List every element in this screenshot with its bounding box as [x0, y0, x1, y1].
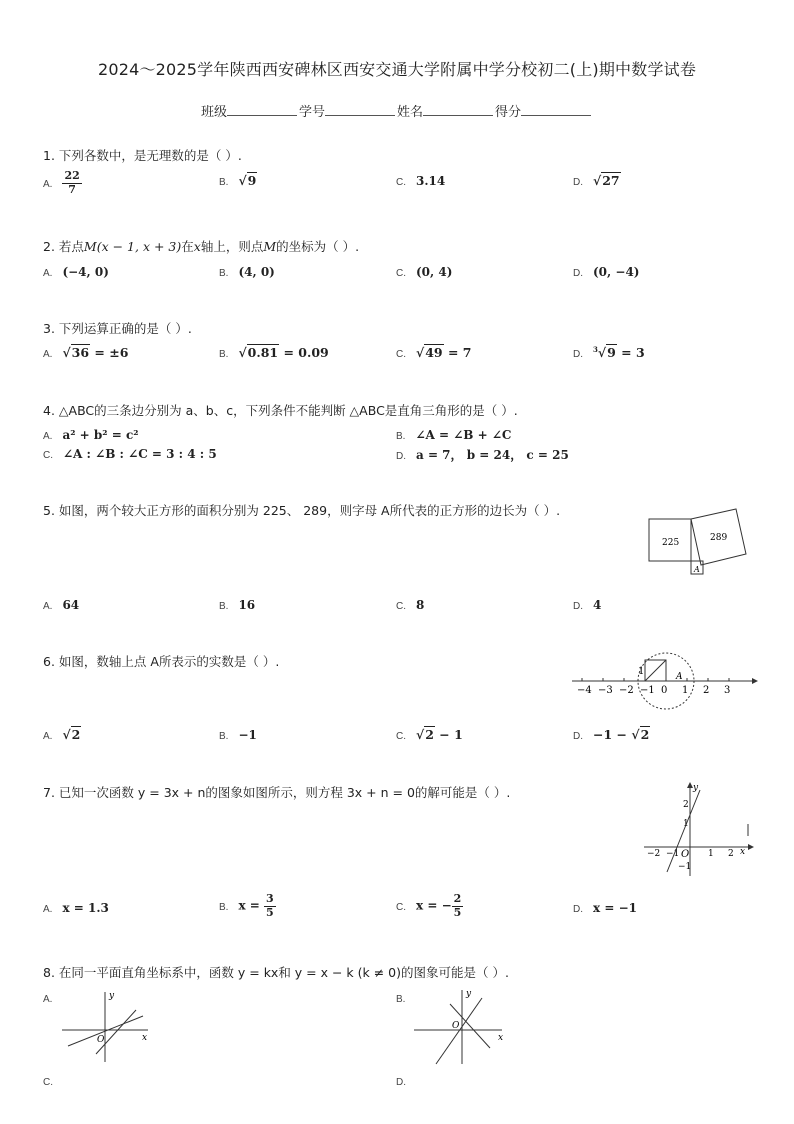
class-label: 班级: [200, 105, 227, 120]
q6-arrow: [752, 678, 758, 684]
q7-tick-x1: 1: [708, 849, 714, 859]
q5-label-225: 225: [662, 538, 680, 548]
q5-stem: 5. 如图，两个较大正方形的面积分别为 225、 289，则字母 A所代表的正方形的边长为（ ）.: [43, 503, 561, 518]
q6-point-a: A: [676, 672, 683, 682]
q7-option-b[interactable]: B. x = $\frac{3}{5}$: [219, 892, 274, 919]
q8a-origin: O: [97, 1035, 105, 1045]
q6-tick-label: −1: [640, 685, 655, 696]
q6-diagonal: [645, 660, 666, 681]
q3-option-c[interactable]: C. √49 = 7: [396, 345, 472, 360]
q6-tick-label: −4: [577, 685, 592, 696]
q4-option-a[interactable]: A. a² + b² = c²: [43, 428, 139, 442]
score-blank[interactable]: [521, 103, 591, 116]
q7-origin: O: [681, 849, 690, 860]
q1-option-a[interactable]: A. $\frac{22}{7}$: [43, 169, 80, 196]
q7-tick-xm1: −1: [666, 849, 680, 859]
q4-option-b[interactable]: B. ∠A = ∠B + ∠C: [396, 428, 512, 442]
q7-y-label: y: [693, 783, 699, 793]
q1-a-fraction: $\frac{22}{7}$: [64, 169, 80, 196]
q8-option-c[interactable]: C.: [43, 1077, 53, 1088]
q7-option-d[interactable]: D. x = −1: [573, 901, 637, 915]
number-label: 学号: [298, 105, 325, 120]
q5-option-d[interactable]: D. 4: [573, 598, 602, 612]
q6-stem: 6. 如图，数轴上点 A所表示的实数是（ ）.: [43, 654, 280, 669]
q1-stem: 1. 下列各数中，是无理数的是（ ）.: [43, 148, 242, 163]
q7-tick-ym1: −1: [678, 862, 692, 872]
q7-tick-y1: 1: [683, 819, 689, 829]
q4-stem: 4. △ABC的三条边分别为 a、b、c，下列条件不能判断 △ABC是直角三角形的是（ ）.: [43, 403, 518, 418]
q3-option-d[interactable]: D. $^3$√9 = 3: [573, 345, 645, 361]
q3-option-a[interactable]: A. √36 = ±6: [43, 345, 129, 360]
q6-tick-label: 0: [661, 685, 668, 696]
q7-option-c[interactable]: C. x = − $\frac{2}{5}$: [396, 892, 462, 919]
q5-label-a: A: [694, 565, 700, 574]
q7-tick-y2: 2: [683, 800, 689, 810]
q2-option-d[interactable]: D. (0, −4): [573, 265, 640, 279]
q6-option-d[interactable]: D. −1 − √2: [573, 727, 650, 742]
q6-tick-label: −3: [598, 685, 613, 696]
q2-option-b[interactable]: B. (4, 0): [219, 265, 275, 279]
q6-tick-label: −2: [619, 685, 634, 696]
q4-option-c[interactable]: C. ∠A : ∠B : ∠C = 3 : 4 : 5: [43, 447, 217, 461]
q7-stem: 7. 已知一次函数 y = 3x + n的图象如图所示，则方程 3x + n = 0的解可能是（ ）.: [43, 785, 511, 800]
q5-option-a[interactable]: A. 64: [43, 598, 80, 612]
q7-x-arrow: [748, 844, 754, 850]
q8-stem: 8. 在同一平面直角坐标系中，函数 y = kx和 y = x − k (k ≠ 0)的图象可能是（ ）.: [43, 965, 509, 980]
q6-option-b[interactable]: B. −1: [219, 728, 257, 742]
score-label: 得分: [495, 105, 522, 120]
q8a-x-label: x: [142, 1033, 148, 1043]
q6-tick-label: 1: [682, 685, 689, 696]
name-label: 姓名: [397, 105, 424, 120]
q2-option-a[interactable]: A. (−4, 0): [43, 265, 109, 279]
q5-option-b[interactable]: B. 16: [219, 598, 256, 612]
q3-option-b[interactable]: B. √0.81 = 0.09: [219, 345, 329, 360]
q5-label-289: 289: [710, 533, 728, 543]
exam-title: 2024～2025学年陕西西安碑林区西安交通大学附属中学分校初二(上)期中数学试卷: [97, 60, 697, 79]
q6-tick-label: 2: [703, 685, 710, 696]
q8-graph-a: [58, 986, 158, 1064]
q5-squares-figure: [645, 505, 755, 577]
q3-stem: 3. 下列运算正确的是（ ）.: [43, 321, 192, 336]
q8-option-a[interactable]: A.: [43, 994, 53, 1005]
q6-tick-label: 3: [724, 685, 731, 696]
q8a-y-label: y: [109, 991, 115, 1001]
q6-option-a[interactable]: A. √2: [43, 727, 81, 742]
q2-stem: 2. 若点M(x − 1, x + 3)在x轴上，则点M的坐标为（ ）.: [43, 239, 360, 254]
q6-number-line-figure: [568, 650, 758, 712]
q7-tick-xm2: −2: [647, 849, 661, 859]
q2-option-c[interactable]: C. (0, 4): [396, 265, 453, 279]
q8-option-b[interactable]: B.: [396, 994, 406, 1005]
q8-option-d[interactable]: D.: [396, 1077, 406, 1088]
class-blank[interactable]: [227, 103, 297, 116]
q8b-origin: O: [452, 1021, 460, 1031]
q8b-x-label: x: [498, 1033, 504, 1043]
q8-graph-b: [410, 986, 510, 1066]
q5-option-c[interactable]: C. 8: [396, 598, 425, 612]
q7-tick-x2: 2: [728, 849, 734, 859]
q1-option-c[interactable]: C. 3.14: [396, 174, 446, 188]
name-blank[interactable]: [423, 103, 493, 116]
q1-option-b[interactable]: B. √9: [219, 173, 257, 188]
number-blank[interactable]: [325, 103, 395, 116]
q1-option-d[interactable]: D. √27: [573, 173, 620, 188]
student-info-line: [0, 101, 794, 120]
q4-option-d[interactable]: D. a = 7， b = 24， c = 25: [396, 448, 569, 462]
q7-x-label: x: [740, 847, 746, 857]
q6-option-c[interactable]: C. √2 − 1: [396, 727, 463, 742]
q8b-y-label: y: [466, 989, 472, 999]
q7-graph-figure: [640, 780, 755, 878]
q7-option-a[interactable]: A. x = 1.3: [43, 901, 109, 915]
q6-label-one: 1: [638, 666, 645, 677]
